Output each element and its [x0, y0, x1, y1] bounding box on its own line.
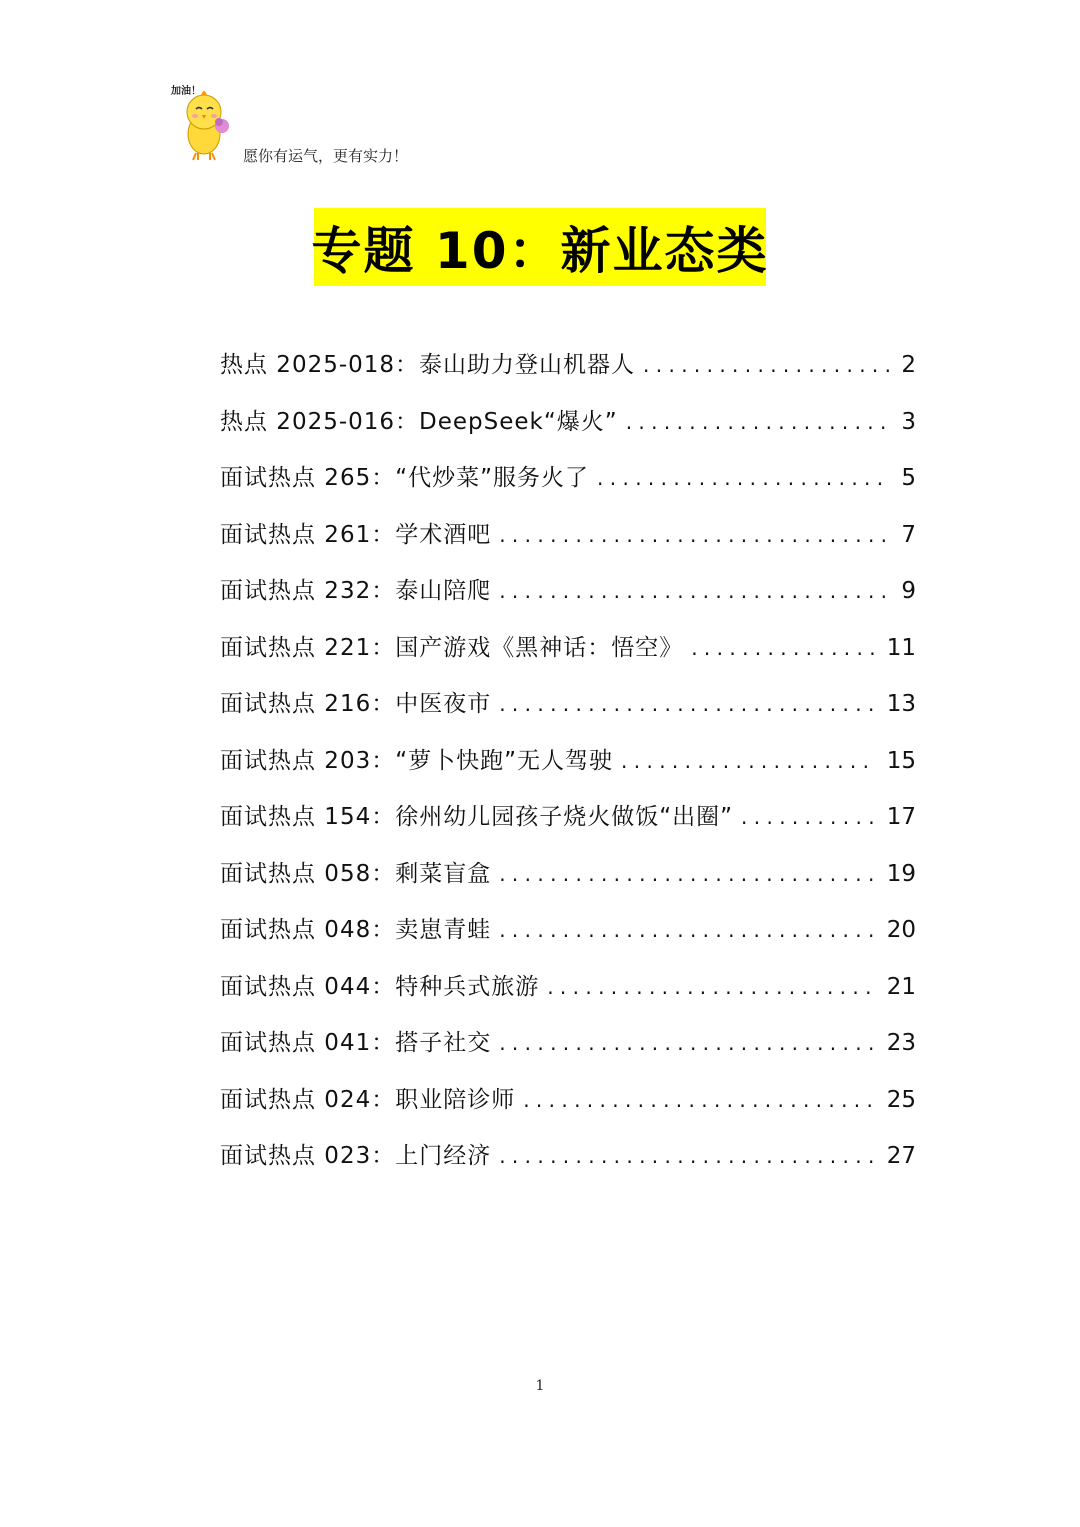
- toc-entry[interactable]: [220, 628, 916, 685]
- toc-dot-leader: [691, 628, 877, 668]
- toc-dot-leader: [499, 571, 891, 611]
- toc-entry[interactable]: [220, 684, 916, 741]
- toc-entry-page: 27: [886, 1143, 916, 1169]
- toc-entry-page: 21: [886, 973, 916, 1000]
- toc-dot-leader: [643, 345, 891, 385]
- toc-entry-label: 面试热点 232：泰山陪爬: [220, 578, 492, 604]
- toc-entry-label: 面试热点 221：国产游戏《黑神话：悟空》: [220, 634, 684, 661]
- toc-entry-label: 面试热点 023：上门经济: [220, 1143, 492, 1169]
- toc-entry-page: 9: [901, 578, 916, 604]
- mascot-cheer-text: 加油！: [171, 86, 201, 97]
- toc-dot-leader: [597, 458, 891, 498]
- toc-entry-label: 面试热点 265：“代炒菜”服务火了: [220, 465, 590, 491]
- toc-entry[interactable]: [220, 515, 916, 572]
- toc-dot-leader: [499, 515, 891, 555]
- toc-entry-page: 5: [901, 465, 916, 491]
- toc-entry-page: 20: [886, 917, 916, 943]
- page-title: 专题 10：新业态类: [311, 222, 769, 280]
- toc-dot-leader: [547, 967, 877, 1007]
- toc-entry-page: 3: [901, 408, 916, 435]
- toc-entry[interactable]: [220, 1136, 916, 1193]
- toc-dot-leader: [741, 797, 877, 837]
- toc-dot-leader: [499, 910, 877, 950]
- toc-entry[interactable]: [220, 910, 916, 967]
- toc-entry[interactable]: [220, 797, 916, 854]
- page-title-highlight: [311, 208, 769, 286]
- toc-entry-label: 面试热点 216：中医夜市: [220, 691, 492, 717]
- toc-dot-leader: [499, 684, 877, 724]
- toc-entry[interactable]: [220, 571, 916, 628]
- toc-entry-label: 热点 2025-016：DeepSeek“爆火”: [220, 408, 618, 435]
- toc-entry-label: 面试热点 044：特种兵式旅游: [220, 973, 540, 1000]
- toc-dot-leader: [499, 854, 877, 894]
- toc-entry-label: 面试热点 058：剩菜盲盒: [220, 860, 492, 887]
- page-number: 1: [535, 1378, 545, 1394]
- toc-entry[interactable]: [220, 1023, 916, 1080]
- toc-entry-page: 7: [901, 521, 916, 548]
- header-motto: 愿你有运气，更有实力！: [243, 147, 409, 165]
- toc-entry-page: 11: [886, 634, 916, 661]
- toc-entry-page: 17: [886, 804, 916, 830]
- toc-entry-label: 面试热点 041：搭子社交: [220, 1030, 492, 1056]
- toc-entry[interactable]: [220, 458, 916, 515]
- toc-entry[interactable]: [220, 1080, 916, 1137]
- toc-dot-leader: [499, 1023, 877, 1063]
- toc-dot-leader: [621, 741, 877, 781]
- toc-entry-label: 面试热点 261：学术酒吧: [220, 521, 492, 548]
- toc-dot-leader: [523, 1080, 877, 1120]
- toc-entry-label: 面试热点 048：卖崽青蛙: [220, 917, 492, 943]
- toc-entry-page: 2: [901, 352, 916, 378]
- toc-entry-page: 25: [886, 1086, 916, 1113]
- toc-entry-page: 13: [886, 691, 916, 717]
- toc-entry[interactable]: [220, 967, 916, 1024]
- toc-entry-label: 面试热点 024：职业陪诊师: [220, 1086, 516, 1113]
- toc-entry-page: 15: [886, 747, 916, 774]
- toc-entry[interactable]: [220, 345, 916, 402]
- toc-entry-label: 面试热点 154：徐州幼儿园孩子烧火做饭“出圈”: [220, 804, 734, 830]
- toc-entry[interactable]: [220, 741, 916, 798]
- toc-entry[interactable]: [220, 402, 916, 459]
- toc-entry-label: 面试热点 203：“萝卜快跑”无人驾驶: [220, 747, 614, 774]
- toc-dot-leader: [626, 402, 892, 442]
- table-of-contents: [220, 345, 916, 1193]
- toc-entry[interactable]: [220, 854, 916, 911]
- toc-entry-page: 19: [886, 860, 916, 887]
- toc-entry-label: 热点 2025-018：泰山助力登山机器人: [220, 352, 636, 378]
- toc-entry-page: 23: [886, 1030, 916, 1056]
- toc-dot-leader: [499, 1136, 877, 1176]
